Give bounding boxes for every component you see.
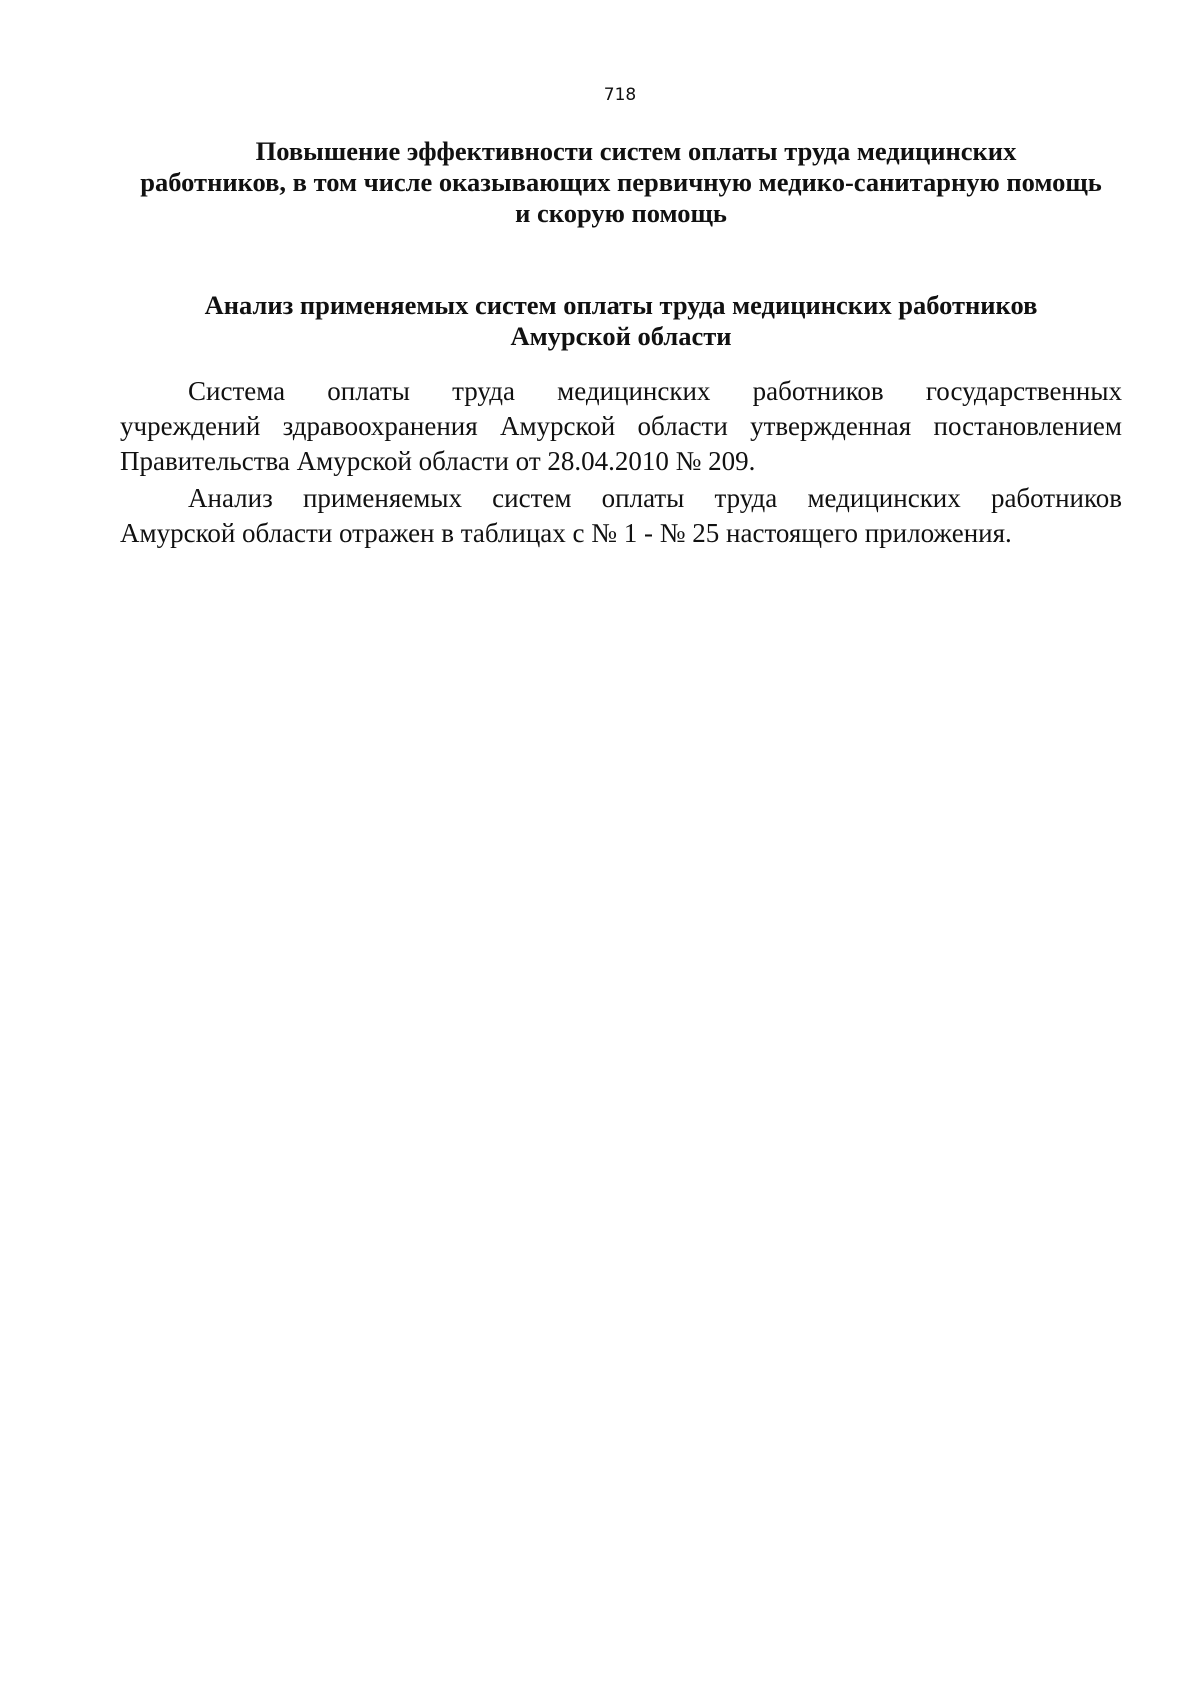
title-line: работников, в том числе оказывающих первичную медико-санитарную помощь [140,167,1102,197]
paragraph-2 [120,481,1122,551]
paragraph-line: Амурской области отражен в таблицах с № 1 - № 25 настоящего приложения. [120,518,1012,548]
section-heading [120,290,1122,352]
paragraph-line: Система оплаты труда медицинских работников государственных [188,376,1122,406]
page-number: 718 [603,85,637,105]
paragraph-line: Правительства Амурской области от 28.04.2010 № 209. [120,446,756,476]
body-text [120,374,1122,551]
paragraph-1 [120,374,1122,479]
paragraph-line: Анализ применяемых систем оплаты труда медицинских работников [188,483,1122,513]
paragraph-line: учреждений здравоохранения Амурской области утвержденная постановлением [120,411,1122,441]
document-title [120,136,1122,229]
document-content [120,136,1122,551]
title-line: Повышение эффективности систем оплаты труда медицинских [255,136,1017,166]
title-line: и скорую помощь [515,198,727,228]
section-heading-line: Анализ применяемых систем оплаты труда медицинских работников [204,290,1038,320]
section-heading-line: Амурской области [510,321,732,351]
